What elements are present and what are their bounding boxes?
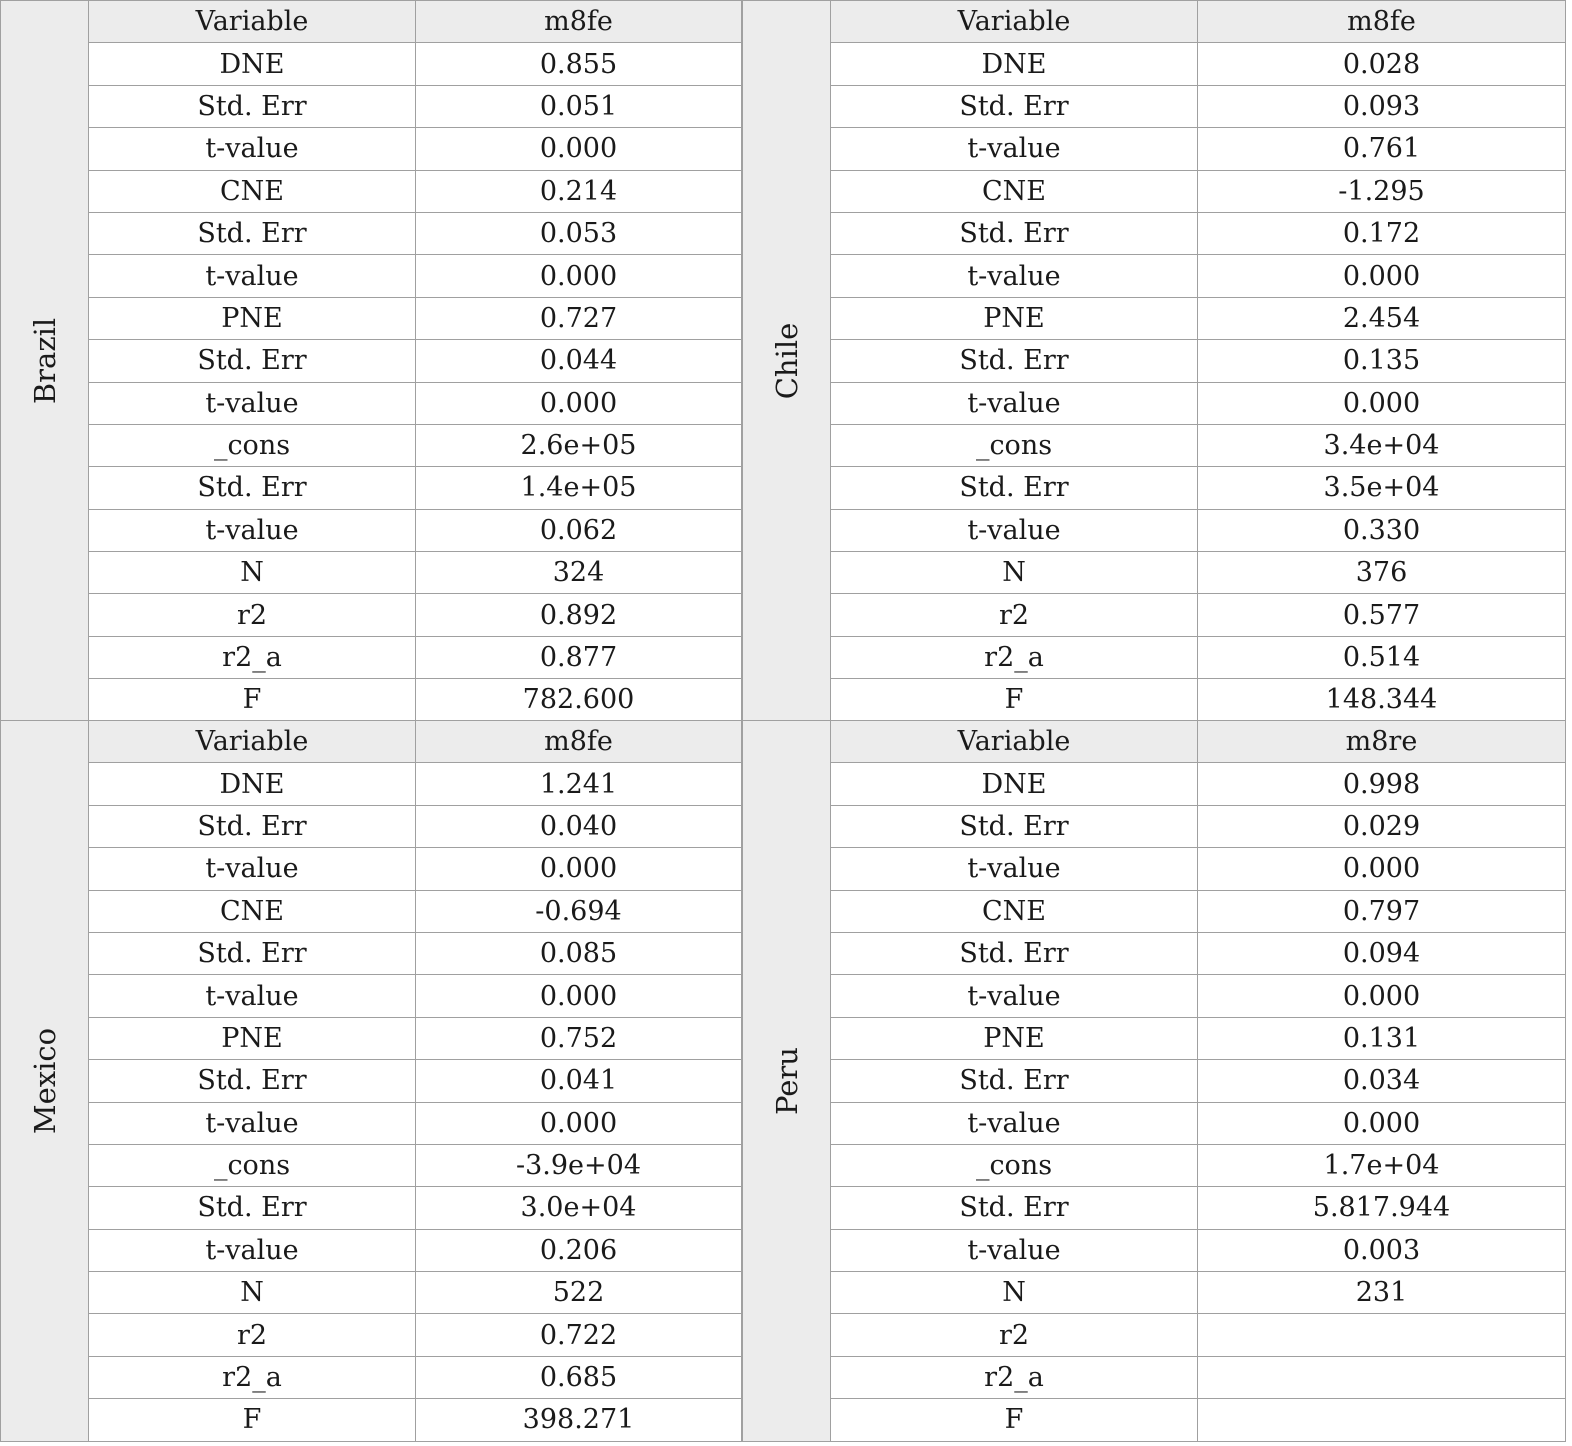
table-row bbox=[831, 382, 1566, 424]
variable-cell: t-value bbox=[831, 509, 1198, 551]
table-row bbox=[831, 552, 1566, 594]
value-cell: 522 bbox=[416, 1272, 742, 1314]
table-row bbox=[89, 1399, 742, 1441]
value-cell bbox=[1198, 1399, 1566, 1441]
variable-cell: PNE bbox=[89, 297, 416, 339]
stats-table bbox=[88, 720, 742, 1442]
value-cell: -0.694 bbox=[416, 890, 742, 932]
variable-cell: PNE bbox=[831, 1017, 1198, 1059]
variable-cell: r2 bbox=[831, 594, 1198, 636]
column-header-model: m8re bbox=[1198, 721, 1566, 763]
value-cell: 0.172 bbox=[1198, 212, 1566, 254]
variable-cell: DNE bbox=[831, 43, 1198, 85]
header-row bbox=[831, 1, 1566, 43]
value-cell: 0.028 bbox=[1198, 43, 1566, 85]
table-row bbox=[89, 975, 742, 1017]
table-row bbox=[831, 1314, 1566, 1356]
table-row bbox=[89, 382, 742, 424]
value-cell: 0.000 bbox=[1198, 975, 1566, 1017]
table-row bbox=[831, 890, 1566, 932]
value-cell: 0.727 bbox=[416, 297, 742, 339]
country-cell bbox=[0, 0, 89, 722]
value-cell: 231 bbox=[1198, 1272, 1566, 1314]
value-cell: 0.034 bbox=[1198, 1060, 1566, 1102]
value-cell: 0.998 bbox=[1198, 763, 1566, 805]
country-label: Mexico bbox=[27, 1027, 62, 1135]
header-row bbox=[89, 1, 742, 43]
table-row bbox=[89, 1314, 742, 1356]
variable-cell: t-value bbox=[89, 128, 416, 170]
value-cell: -1.295 bbox=[1198, 170, 1566, 212]
variable-cell: Std. Err bbox=[831, 1187, 1198, 1229]
value-cell bbox=[1198, 1314, 1566, 1356]
country-cell bbox=[742, 0, 831, 722]
table-row bbox=[89, 763, 742, 805]
table-row bbox=[89, 1272, 742, 1314]
value-cell: 3.0e+04 bbox=[416, 1187, 742, 1229]
value-cell: 0.000 bbox=[416, 848, 742, 890]
variable-cell: Std. Err bbox=[831, 467, 1198, 509]
value-cell: 0.000 bbox=[416, 975, 742, 1017]
table-row bbox=[89, 805, 742, 847]
stats-table bbox=[830, 0, 1566, 722]
variable-cell: t-value bbox=[831, 128, 1198, 170]
panel-mexico bbox=[0, 720, 742, 1442]
table-row bbox=[89, 43, 742, 85]
value-cell: 0.685 bbox=[416, 1356, 742, 1398]
table-row bbox=[89, 552, 742, 594]
variable-cell: t-value bbox=[831, 255, 1198, 297]
country-label: Chile bbox=[769, 322, 804, 400]
value-cell: 0.131 bbox=[1198, 1017, 1566, 1059]
table-row bbox=[89, 255, 742, 297]
value-cell: 0.000 bbox=[416, 128, 742, 170]
value-cell: 0.000 bbox=[1198, 848, 1566, 890]
variable-cell: t-value bbox=[831, 1229, 1198, 1271]
value-cell: 0.062 bbox=[416, 509, 742, 551]
column-header-variable: Variable bbox=[831, 721, 1198, 763]
variable-cell: Std. Err bbox=[831, 932, 1198, 974]
value-cell: 148.344 bbox=[1198, 679, 1566, 721]
table-row bbox=[831, 509, 1566, 551]
table-row bbox=[831, 679, 1566, 721]
stats-table bbox=[88, 0, 742, 722]
table-row bbox=[89, 297, 742, 339]
variable-cell: _cons bbox=[831, 1144, 1198, 1186]
header-row bbox=[89, 721, 742, 763]
table-row bbox=[89, 424, 742, 466]
table-row bbox=[89, 1187, 742, 1229]
country-cell bbox=[0, 720, 89, 1442]
value-cell: 0.761 bbox=[1198, 128, 1566, 170]
variable-cell: Std. Err bbox=[831, 1060, 1198, 1102]
variable-cell: r2_a bbox=[89, 1356, 416, 1398]
table-row bbox=[89, 467, 742, 509]
value-cell: 782.600 bbox=[416, 679, 742, 721]
variable-cell: Std. Err bbox=[89, 467, 416, 509]
table-row bbox=[831, 340, 1566, 382]
table-row bbox=[831, 1356, 1566, 1398]
variable-cell: Std. Err bbox=[831, 805, 1198, 847]
value-cell: 1.4e+05 bbox=[416, 467, 742, 509]
value-cell: 0.029 bbox=[1198, 805, 1566, 847]
variable-cell: CNE bbox=[89, 170, 416, 212]
value-cell: 0.094 bbox=[1198, 932, 1566, 974]
table-row bbox=[831, 636, 1566, 678]
table-row bbox=[831, 932, 1566, 974]
variable-cell: r2 bbox=[831, 1314, 1198, 1356]
variable-cell: t-value bbox=[831, 1102, 1198, 1144]
variable-cell: Std. Err bbox=[89, 340, 416, 382]
variable-cell: N bbox=[831, 552, 1198, 594]
table-row bbox=[831, 297, 1566, 339]
variable-cell: F bbox=[89, 1399, 416, 1441]
table-row bbox=[831, 763, 1566, 805]
value-cell: 0.000 bbox=[1198, 1102, 1566, 1144]
table-row bbox=[831, 1144, 1566, 1186]
variable-cell: CNE bbox=[831, 890, 1198, 932]
variable-cell: DNE bbox=[89, 43, 416, 85]
value-cell: 0.000 bbox=[1198, 382, 1566, 424]
table-row bbox=[831, 1060, 1566, 1102]
table-row bbox=[831, 43, 1566, 85]
table-row bbox=[89, 212, 742, 254]
table-row bbox=[89, 1060, 742, 1102]
value-cell: 2.454 bbox=[1198, 297, 1566, 339]
variable-cell: N bbox=[89, 1272, 416, 1314]
value-cell: 5.817.944 bbox=[1198, 1187, 1566, 1229]
value-cell: 3.4e+04 bbox=[1198, 424, 1566, 466]
table-row bbox=[89, 1017, 742, 1059]
value-cell: 0.135 bbox=[1198, 340, 1566, 382]
value-cell: 0.000 bbox=[1198, 255, 1566, 297]
value-cell: 0.040 bbox=[416, 805, 742, 847]
column-header-model: m8fe bbox=[416, 721, 742, 763]
variable-cell: t-value bbox=[89, 975, 416, 1017]
variable-cell: t-value bbox=[89, 255, 416, 297]
variable-cell: r2 bbox=[89, 1314, 416, 1356]
value-cell bbox=[1198, 1356, 1566, 1398]
table-row bbox=[89, 1229, 742, 1271]
table-row bbox=[831, 848, 1566, 890]
variable-cell: PNE bbox=[831, 297, 1198, 339]
table-row bbox=[831, 1272, 1566, 1314]
variable-cell: _cons bbox=[89, 424, 416, 466]
value-cell: 0.003 bbox=[1198, 1229, 1566, 1271]
variable-cell: t-value bbox=[89, 1102, 416, 1144]
variable-cell: r2_a bbox=[831, 636, 1198, 678]
country-cell bbox=[742, 720, 831, 1442]
table-row bbox=[831, 212, 1566, 254]
variable-cell: t-value bbox=[89, 509, 416, 551]
value-cell: 0.051 bbox=[416, 85, 742, 127]
value-cell: 0.797 bbox=[1198, 890, 1566, 932]
table-row bbox=[89, 340, 742, 382]
panel-chile bbox=[742, 0, 1566, 722]
table-row bbox=[89, 594, 742, 636]
variable-cell: F bbox=[89, 679, 416, 721]
column-header-variable: Variable bbox=[89, 721, 416, 763]
variable-cell: t-value bbox=[831, 975, 1198, 1017]
variable-cell: N bbox=[89, 552, 416, 594]
variable-cell: Std. Err bbox=[831, 340, 1198, 382]
variable-cell: Std. Err bbox=[89, 932, 416, 974]
table-row bbox=[831, 1187, 1566, 1229]
variable-cell: _cons bbox=[89, 1144, 416, 1186]
value-cell: 0.044 bbox=[416, 340, 742, 382]
value-cell: 0.000 bbox=[416, 255, 742, 297]
value-cell: 0.093 bbox=[1198, 85, 1566, 127]
column-header-variable: Variable bbox=[89, 1, 416, 43]
table-row bbox=[89, 890, 742, 932]
column-header-variable: Variable bbox=[831, 1, 1198, 43]
value-cell: 3.5e+04 bbox=[1198, 467, 1566, 509]
panel-peru bbox=[742, 720, 1566, 1442]
variable-cell: r2 bbox=[89, 594, 416, 636]
value-cell: 0.206 bbox=[416, 1229, 742, 1271]
variable-cell: N bbox=[831, 1272, 1198, 1314]
table-row bbox=[89, 85, 742, 127]
value-cell: 1.7e+04 bbox=[1198, 1144, 1566, 1186]
value-cell: 1.241 bbox=[416, 763, 742, 805]
table-row bbox=[89, 128, 742, 170]
value-cell: 2.6e+05 bbox=[416, 424, 742, 466]
variable-cell: Std. Err bbox=[89, 85, 416, 127]
table-row bbox=[89, 636, 742, 678]
table-row bbox=[831, 424, 1566, 466]
table-row bbox=[831, 128, 1566, 170]
panel-brazil bbox=[0, 0, 742, 722]
value-cell: 0.085 bbox=[416, 932, 742, 974]
table-row bbox=[831, 1229, 1566, 1271]
variable-cell: t-value bbox=[831, 848, 1198, 890]
table-row bbox=[831, 85, 1566, 127]
table-row bbox=[831, 467, 1566, 509]
value-cell: 376 bbox=[1198, 552, 1566, 594]
value-cell: 0.000 bbox=[416, 1102, 742, 1144]
header-row bbox=[831, 721, 1566, 763]
variable-cell: t-value bbox=[89, 1229, 416, 1271]
value-cell: -3.9e+04 bbox=[416, 1144, 742, 1186]
variable-cell: t-value bbox=[89, 848, 416, 890]
table-row bbox=[831, 255, 1566, 297]
variable-cell: t-value bbox=[831, 382, 1198, 424]
value-cell: 0.722 bbox=[416, 1314, 742, 1356]
variable-cell: _cons bbox=[831, 424, 1198, 466]
table-row bbox=[831, 1102, 1566, 1144]
value-cell: 0.053 bbox=[416, 212, 742, 254]
value-cell: 0.752 bbox=[416, 1017, 742, 1059]
value-cell: 398.271 bbox=[416, 1399, 742, 1441]
variable-cell: r2_a bbox=[831, 1356, 1198, 1398]
variable-cell: Std. Err bbox=[831, 212, 1198, 254]
table-row bbox=[89, 509, 742, 551]
value-cell: 0.877 bbox=[416, 636, 742, 678]
value-cell: 0.214 bbox=[416, 170, 742, 212]
country-label: Peru bbox=[769, 1047, 804, 1115]
table-row bbox=[89, 1144, 742, 1186]
variable-cell: Std. Err bbox=[831, 85, 1198, 127]
table-row bbox=[89, 932, 742, 974]
variable-cell: Std. Err bbox=[89, 1187, 416, 1229]
variable-cell: F bbox=[831, 1399, 1198, 1441]
variable-cell: F bbox=[831, 679, 1198, 721]
value-cell: 0.330 bbox=[1198, 509, 1566, 551]
column-header-model: m8fe bbox=[416, 1, 742, 43]
column-header-model: m8fe bbox=[1198, 1, 1566, 43]
table-row bbox=[831, 170, 1566, 212]
variable-cell: Std. Err bbox=[89, 805, 416, 847]
table-row bbox=[89, 1356, 742, 1398]
variable-cell: t-value bbox=[89, 382, 416, 424]
table-row bbox=[89, 679, 742, 721]
table-row bbox=[831, 594, 1566, 636]
variable-cell: CNE bbox=[831, 170, 1198, 212]
table-row bbox=[89, 848, 742, 890]
table-row bbox=[831, 1017, 1566, 1059]
variable-cell: DNE bbox=[89, 763, 416, 805]
value-cell: 0.000 bbox=[416, 382, 742, 424]
value-cell: 324 bbox=[416, 552, 742, 594]
value-cell: 0.577 bbox=[1198, 594, 1566, 636]
table-row bbox=[831, 805, 1566, 847]
variable-cell: PNE bbox=[89, 1017, 416, 1059]
value-cell: 0.514 bbox=[1198, 636, 1566, 678]
value-cell: 0.855 bbox=[416, 43, 742, 85]
variable-cell: DNE bbox=[831, 763, 1198, 805]
stats-table bbox=[830, 720, 1566, 1442]
variable-cell: CNE bbox=[89, 890, 416, 932]
table-row bbox=[89, 170, 742, 212]
value-cell: 0.892 bbox=[416, 594, 742, 636]
value-cell: 0.041 bbox=[416, 1060, 742, 1102]
table-row bbox=[831, 1399, 1566, 1441]
table-row bbox=[831, 975, 1566, 1017]
country-label: Brazil bbox=[27, 317, 62, 405]
variable-cell: Std. Err bbox=[89, 212, 416, 254]
variable-cell: Std. Err bbox=[89, 1060, 416, 1102]
variable-cell: r2_a bbox=[89, 636, 416, 678]
table-row bbox=[89, 1102, 742, 1144]
